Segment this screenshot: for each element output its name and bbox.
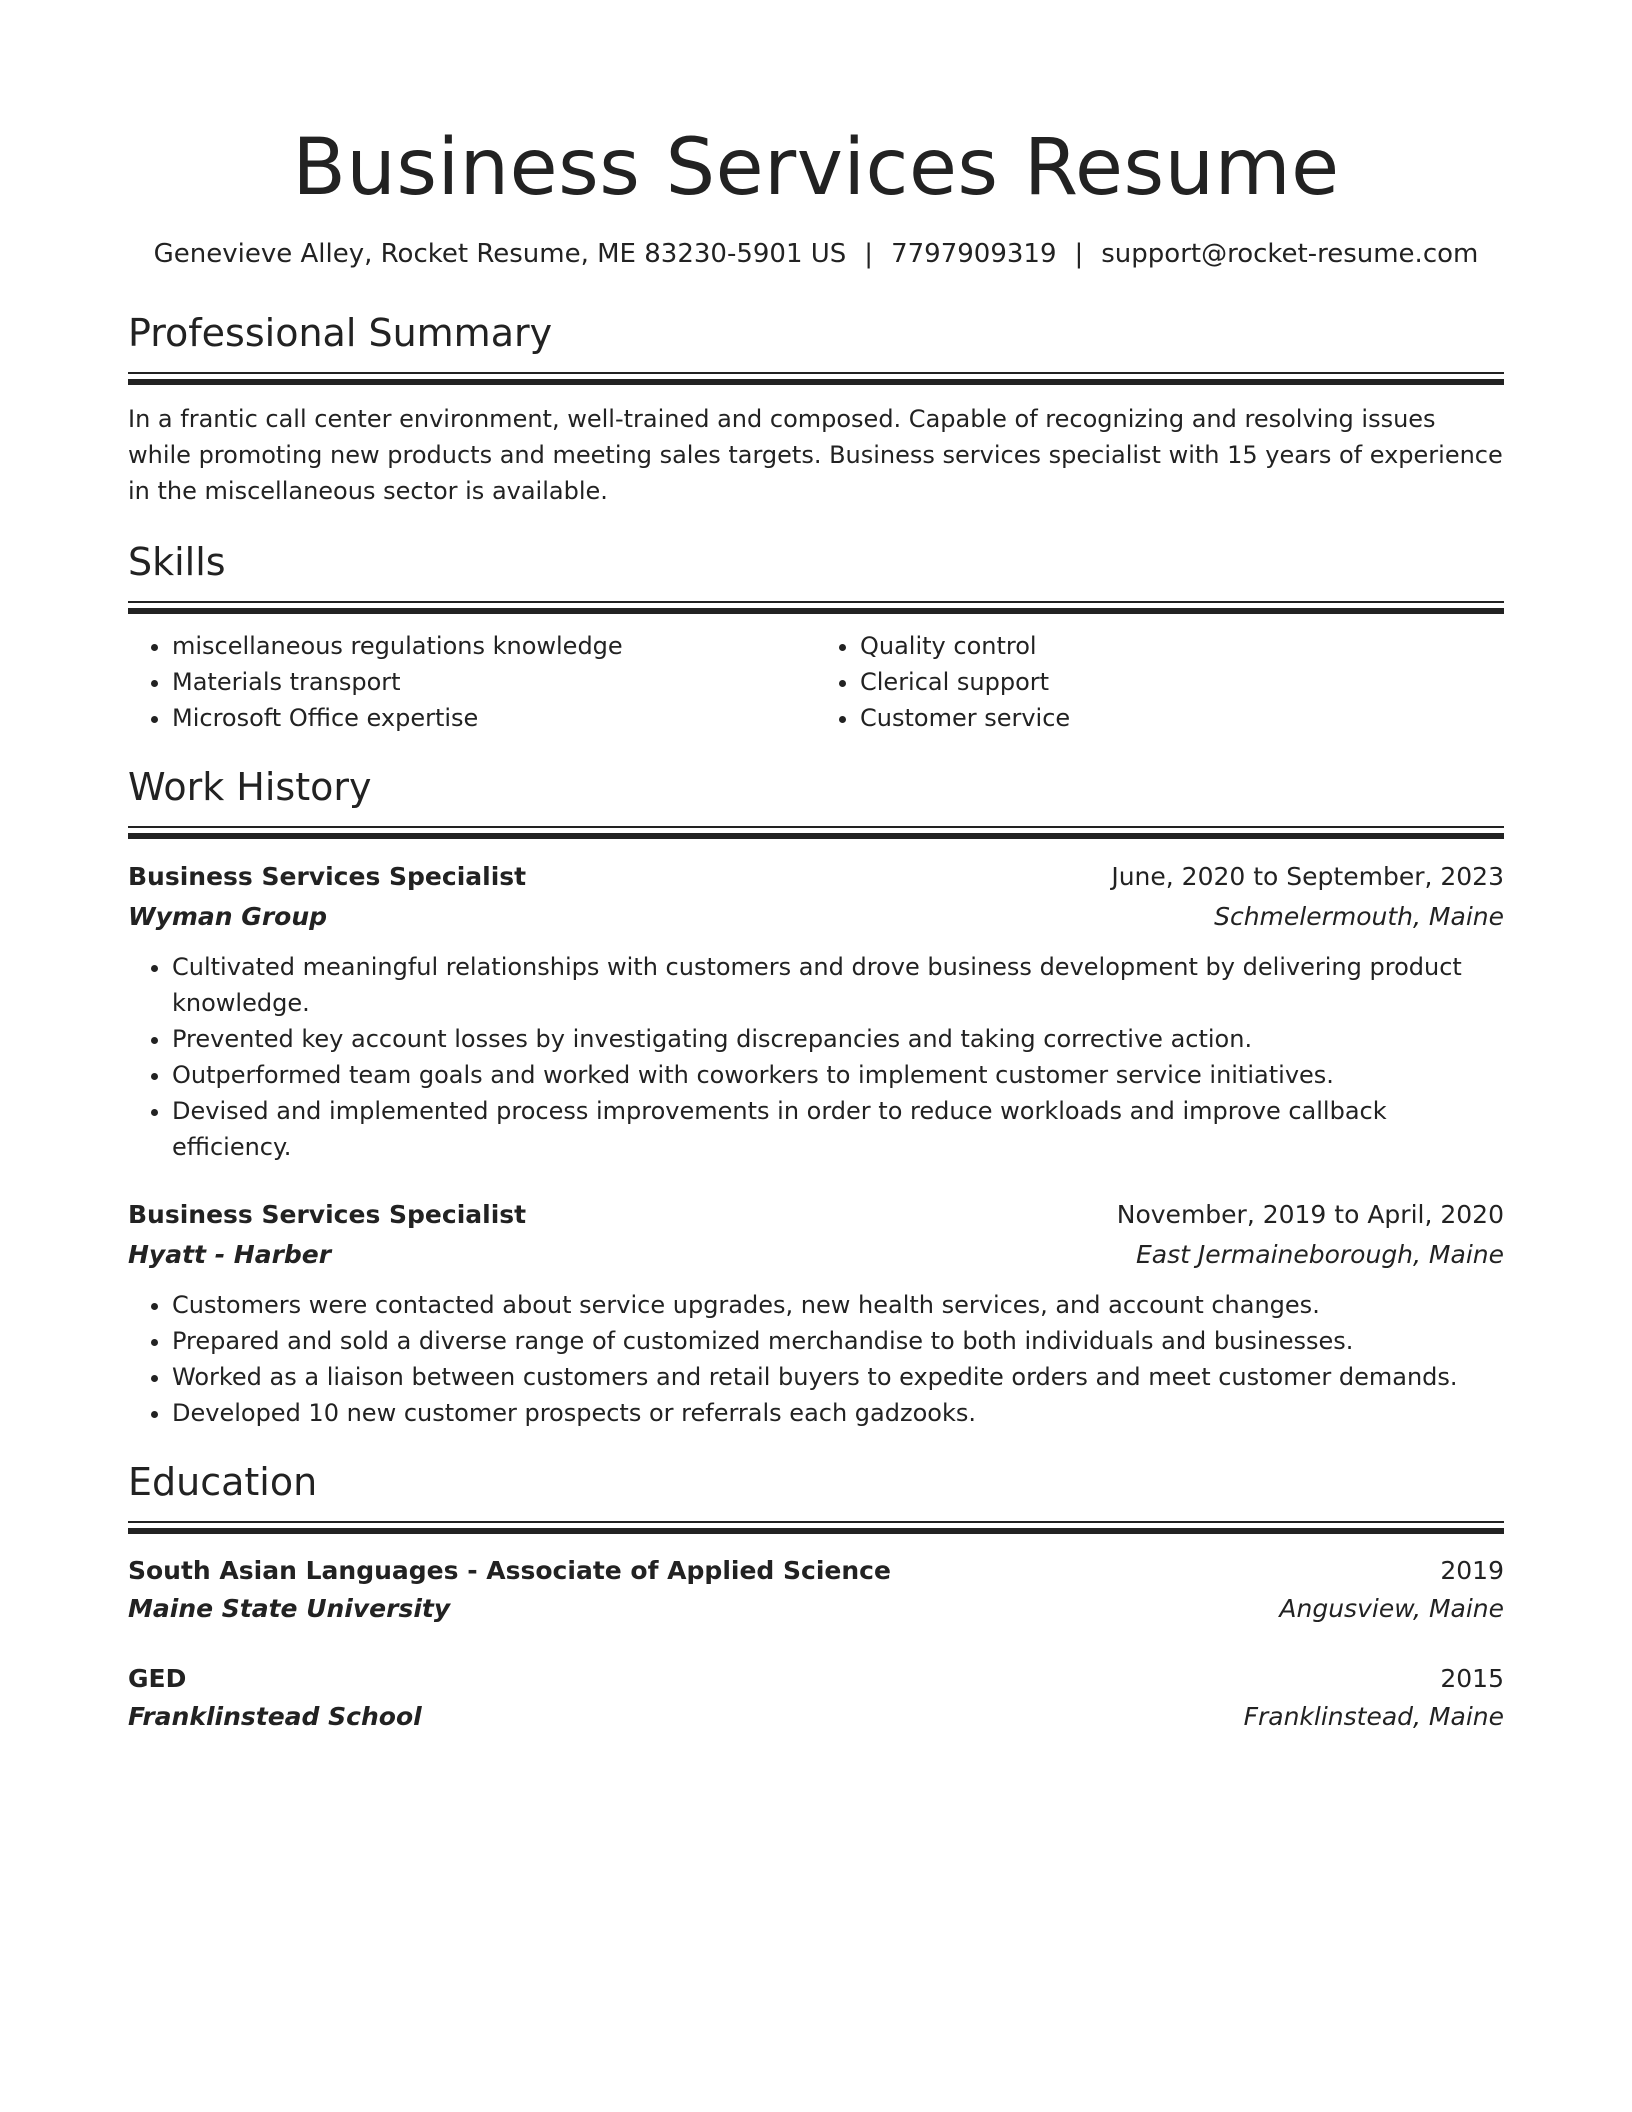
- job-company: Hyatt - Harber: [128, 1240, 332, 1269]
- job-bullets: [128, 1287, 1504, 1431]
- section-divider: [128, 826, 1504, 839]
- job-bullet: • Worked as a liaison between customers and retail buyers to expedite orders and meet customer demands.: [172, 1359, 1504, 1395]
- skills-list: [128, 628, 1504, 736]
- education-entry: [128, 1660, 1504, 1736]
- job-bullet: • Cultivated meaningful relationships with customers and drove business development by delivering product knowledge.: [172, 949, 1504, 1021]
- job-bullet: • Prepared and sold a diverse range of customized merchandise to both individuals and businesses.: [172, 1323, 1504, 1359]
- section-divider: [128, 372, 1504, 385]
- work-history-heading: Work History: [128, 765, 372, 809]
- summary-section: [128, 308, 1504, 509]
- education-location: Angusview, Maine: [1279, 1594, 1504, 1623]
- job-dates: November, 2019 to April, 2020: [1116, 1200, 1504, 1229]
- education-entry: [128, 1552, 1504, 1628]
- education-school: Franklinstead School: [128, 1702, 422, 1731]
- job-company: Wyman Group: [128, 902, 328, 931]
- job-bullet: • Devised and implemented process improvements in order to reduce workloads and improve callback efficiency.: [172, 1093, 1504, 1165]
- job-bullet: • Outperformed team goals and worked with coworkers to implement customer service initiatives.: [172, 1057, 1504, 1093]
- job-bullets: [128, 949, 1504, 1165]
- skills-column-left: [128, 628, 816, 736]
- job-entry: [128, 857, 1504, 1165]
- skills-section: [128, 537, 1504, 736]
- education-degree: South Asian Languages - Associate of Applied Science: [128, 1556, 891, 1585]
- skill-item: • Materials transport: [172, 664, 816, 700]
- contact-address: Genevieve Alley, Rocket Resume, ME 83230-5901 US: [153, 239, 847, 269]
- resume-title: Business Services Resume: [292, 123, 1340, 213]
- job-bullet: • Developed 10 new customer prospects or referrals each gadzooks.: [172, 1395, 1504, 1431]
- job-title: Business Services Specialist: [128, 1200, 527, 1229]
- work-history-section: [128, 762, 1504, 1431]
- job-location: East Jermaineborough, Maine: [1135, 1240, 1504, 1269]
- contact-separator: |: [864, 239, 874, 269]
- job-dates: June, 2020 to September, 2023: [1111, 862, 1504, 891]
- contact-email[interactable]: support@rocket-resume.com: [1101, 239, 1479, 269]
- education-location: Franklinstead, Maine: [1243, 1702, 1504, 1731]
- summary-heading: Professional Summary: [128, 311, 553, 355]
- job-bullet: • Prevented key account losses by investigating discrepancies and taking corrective action.: [172, 1021, 1504, 1057]
- skills-heading: Skills: [128, 540, 226, 584]
- contact-phone: 7797909319: [891, 239, 1057, 269]
- section-divider: [128, 601, 1504, 614]
- skills-column-right: [816, 628, 1504, 736]
- skill-item: • miscellaneous regulations knowledge: [172, 628, 816, 664]
- skill-item: • Customer service: [860, 700, 1504, 736]
- job-bullet: • Customers were contacted about service upgrades, new health services, and account changes.: [172, 1287, 1504, 1323]
- education-year: 2015: [1440, 1664, 1504, 1693]
- section-divider: [128, 1521, 1504, 1534]
- skill-item: • Clerical support: [860, 664, 1504, 700]
- education-degree: GED: [128, 1664, 187, 1693]
- skill-item: • Microsoft Office expertise: [172, 700, 816, 736]
- summary-text: In a frantic call center environment, well-trained and composed. Capable of recognizing and resolving issues while promoting new products and meeting sales targets. Business services specialist with 15 years of experience in the miscellaneous sector is available.: [128, 405, 1503, 505]
- education-heading: Education: [128, 1460, 318, 1504]
- job-title: Business Services Specialist: [128, 862, 527, 891]
- contact-line: [128, 234, 1504, 274]
- job-entry: [128, 1195, 1504, 1431]
- education-year: 2019: [1440, 1556, 1504, 1585]
- job-location: Schmelermouth, Maine: [1214, 902, 1504, 931]
- education-school: Maine State University: [128, 1594, 451, 1623]
- education-section: [128, 1457, 1504, 1736]
- skill-item: • Quality control: [860, 628, 1504, 664]
- contact-separator: |: [1074, 239, 1084, 269]
